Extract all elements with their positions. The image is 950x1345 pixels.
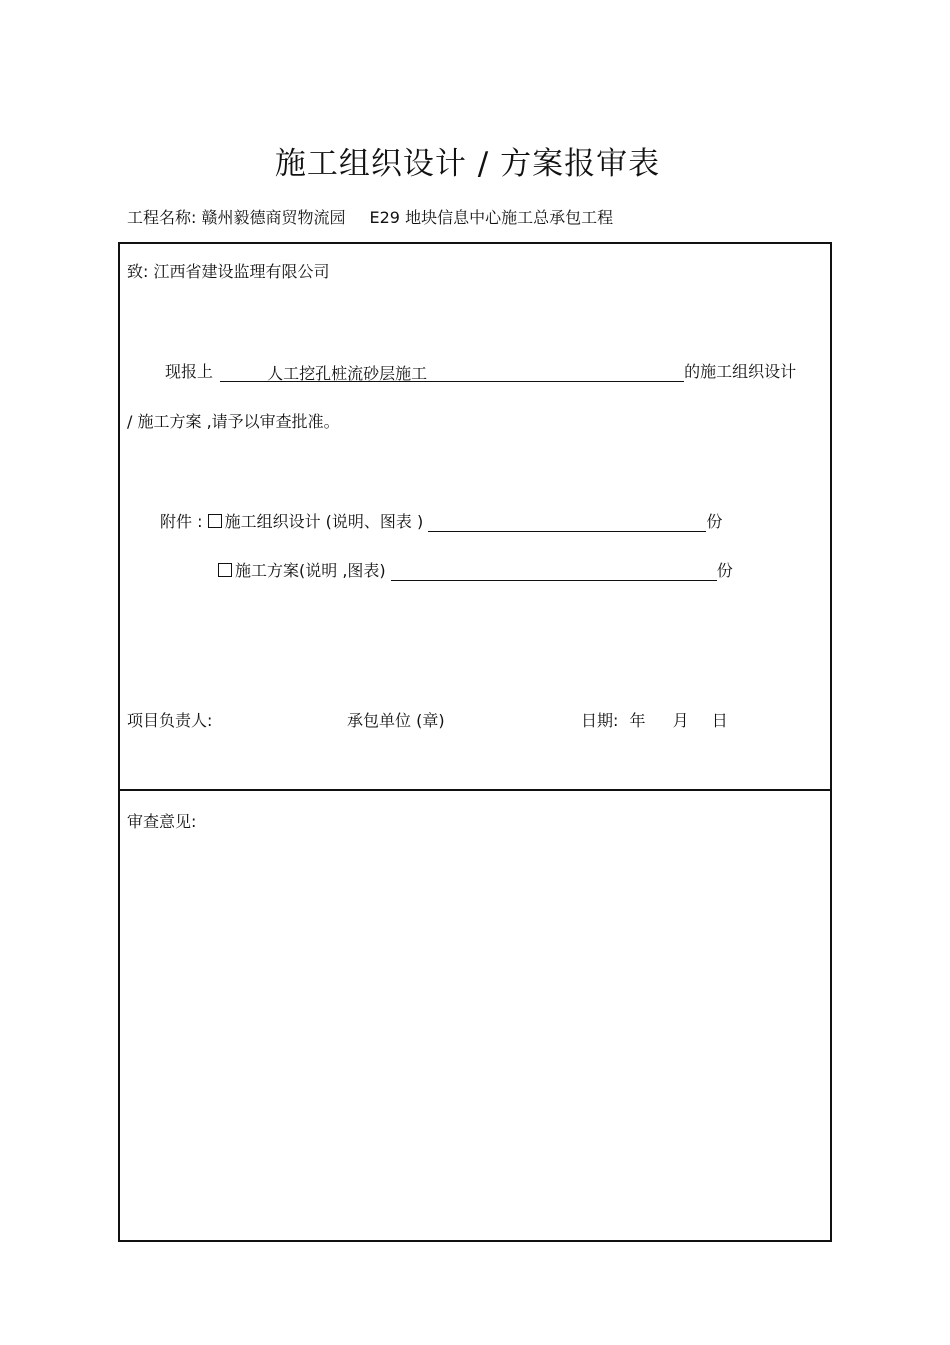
report-line-2: / 施工方案 ,请予以审查批准。 [127,412,340,431]
project-name-value-2: E29 地块信息中心施工总承包工程 [369,208,614,227]
date-line [581,708,728,731]
attachment-item-2: 施工方案(说明 ,图表) [235,561,386,580]
addressee-label: 致: [127,262,149,281]
attachment-copies-field-2[interactable] [391,560,717,581]
addressee-line [127,259,330,282]
project-name-value-1: 赣州毅德商贸物流园 [201,208,346,227]
contractor-seal-label: 承包单位 (章) [347,711,445,730]
date-day: 日 [711,711,728,730]
section-divider [118,789,832,791]
date-month: 月 [672,711,689,730]
copies-unit-1: 份 [706,512,723,531]
attachment-checkbox-2[interactable] [218,563,232,577]
review-opinion-label: 审查意见: [127,812,197,831]
attachment-line-2 [218,558,733,581]
report-line [165,359,796,382]
report-prefix: 现报上 [165,362,214,381]
date-label: 日期: [581,711,619,730]
project-leader-label: 项目负责人: [127,711,213,730]
date-year: 年 [629,711,646,730]
copies-unit-2: 份 [716,561,733,580]
project-name-line [127,205,613,228]
attachment-label: 附件 : [160,512,203,531]
attachment-item-1: 施工组织设计 (说明、图表 ) [224,512,424,531]
report-subject-field [220,361,684,382]
form-table [118,242,832,1242]
addressee-value: 江西省建设监理有限公司 [153,262,330,281]
attachment-copies-field-1[interactable] [428,511,706,532]
report-suffix: 的施工组织设计 [684,362,797,381]
project-name-label: 工程名称: [127,208,197,227]
attachment-line-1 [160,509,722,532]
page-title: 施工组织设计 / 方案报审表 [274,146,661,182]
report-subject-value: 人工挖孔桩流砂层施工 [267,364,428,383]
attachment-checkbox-1[interactable] [208,514,222,528]
